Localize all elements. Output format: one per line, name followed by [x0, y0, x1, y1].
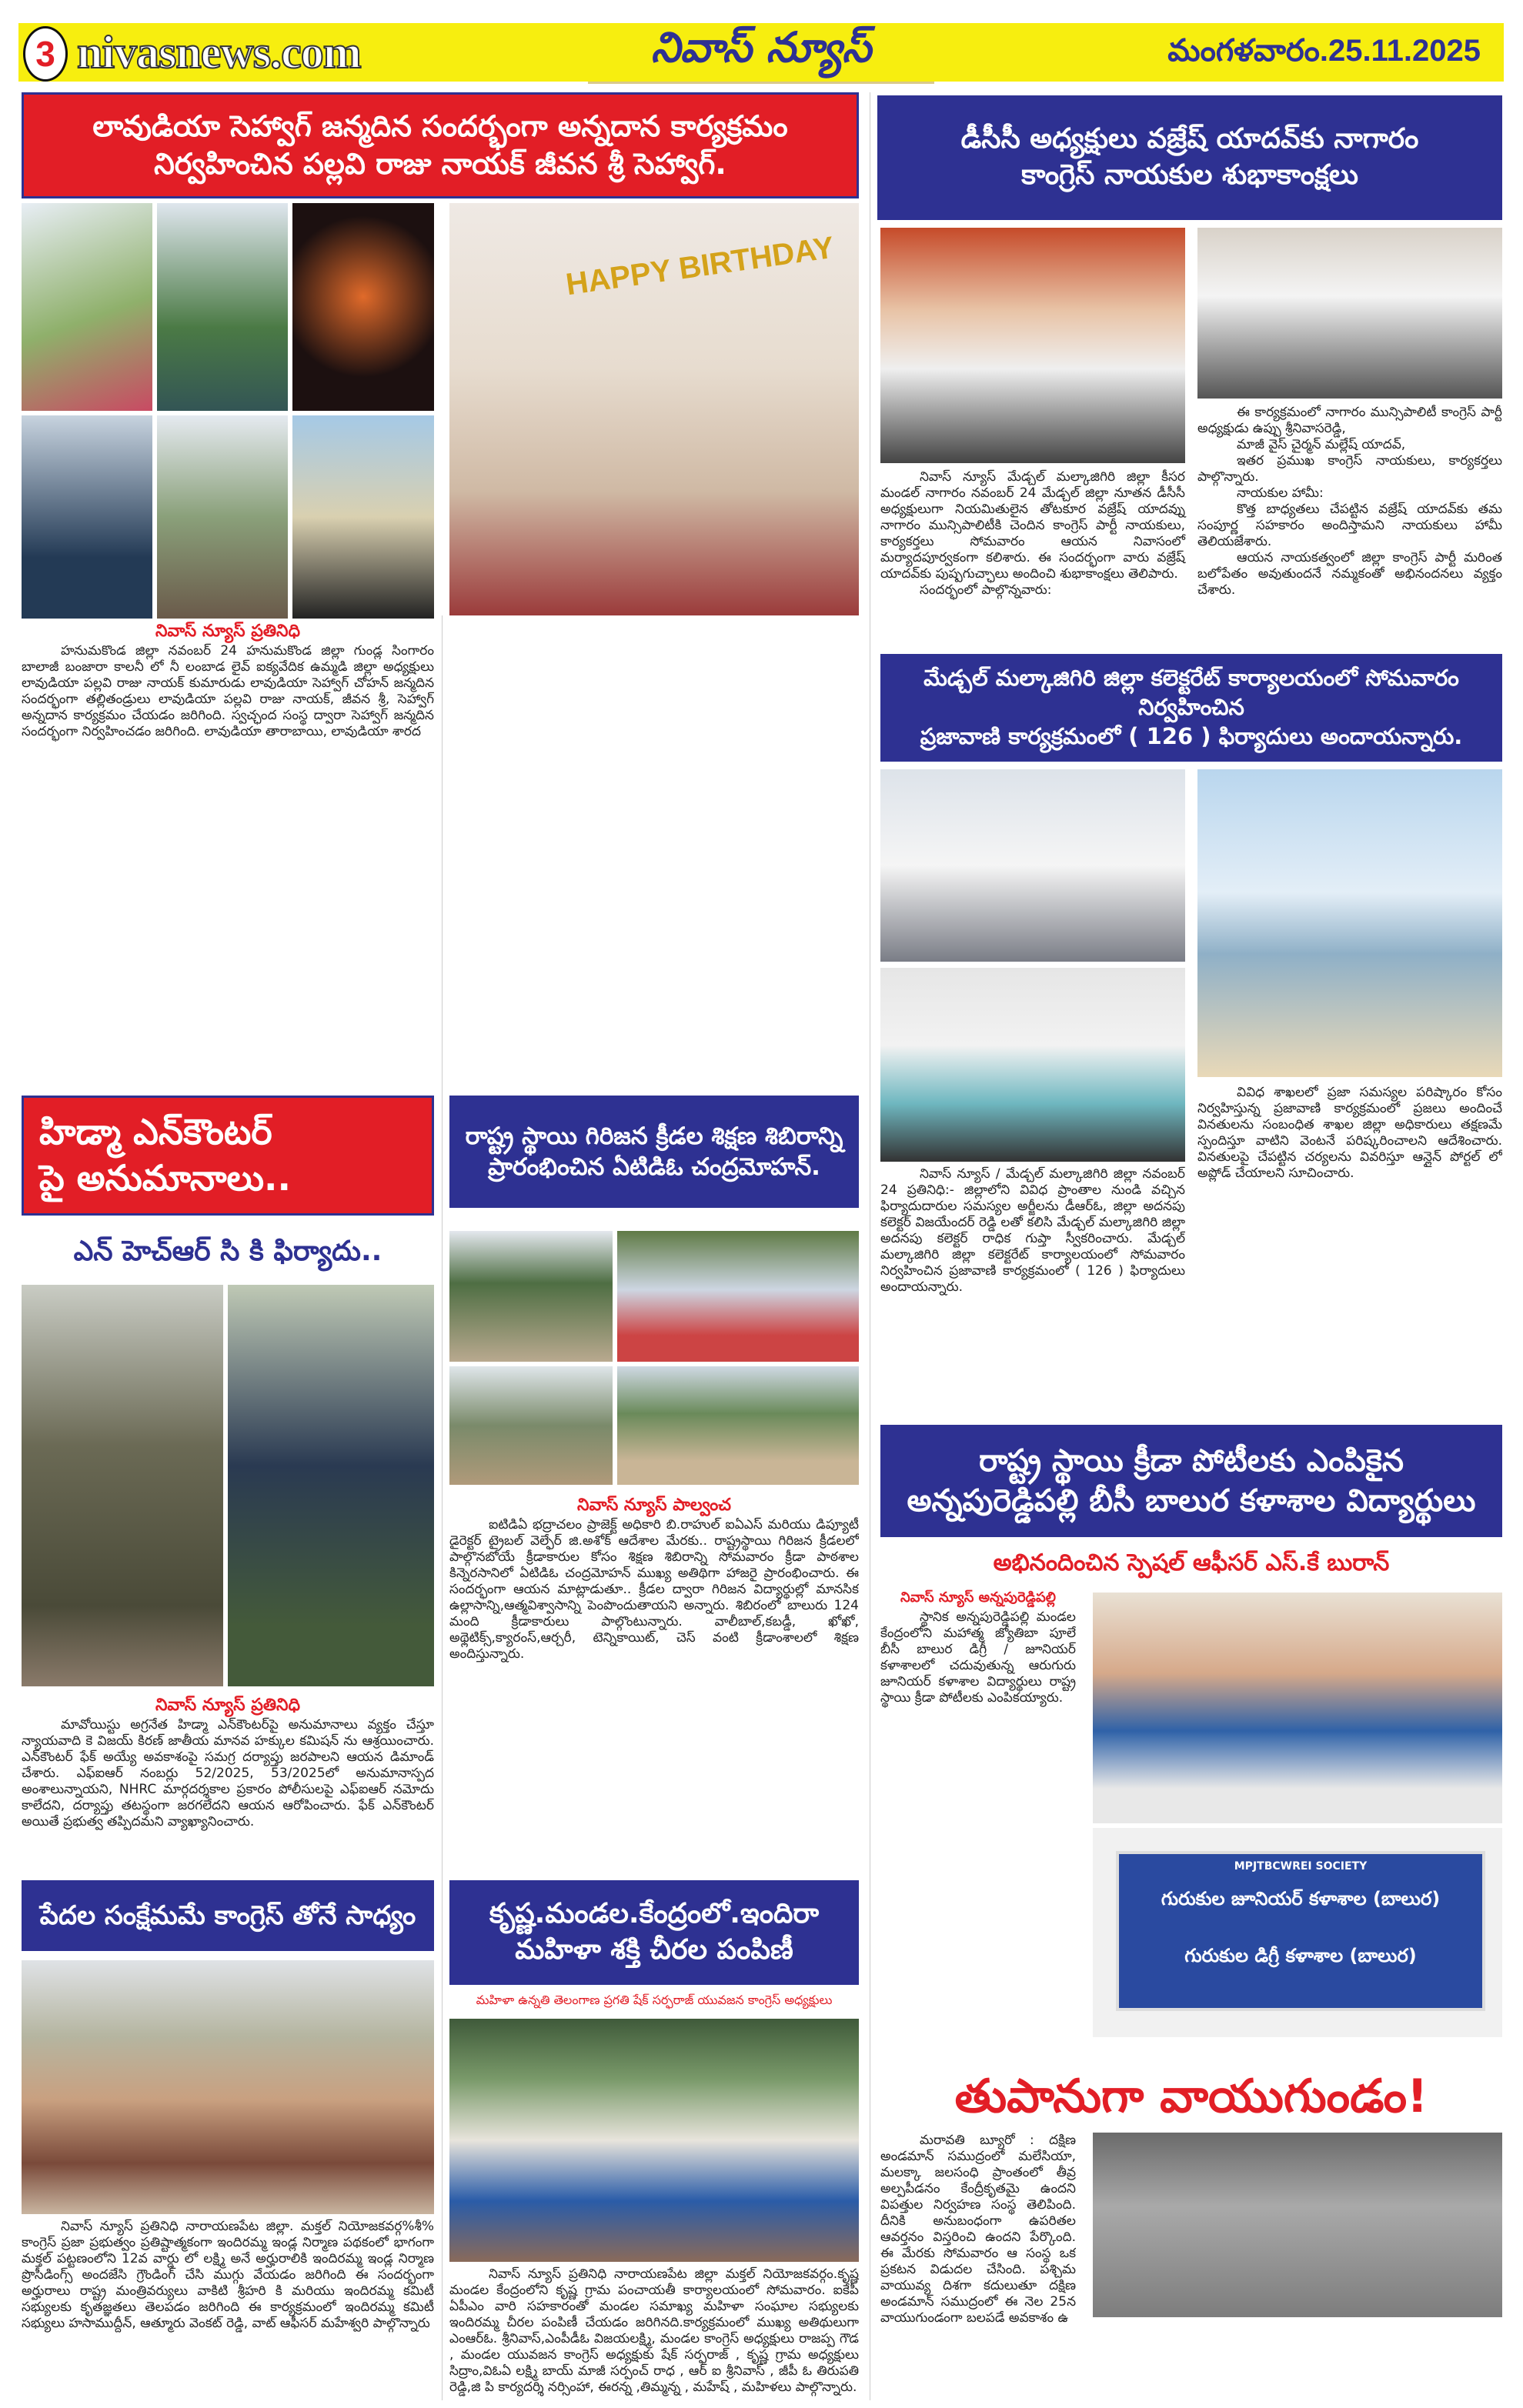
- column-divider: [442, 615, 443, 2400]
- photo-man: [157, 203, 288, 411]
- headline-line: మహిళా శక్తి చీరల పంపిణీ: [515, 1934, 793, 1966]
- headline-birthday: [22, 92, 859, 198]
- byline: నివాస్ న్యూస్ అన్నపురెడ్డిపల్లి: [900, 1589, 1056, 1606]
- photo-hidma-2: [228, 1285, 434, 1686]
- headline-line: పై అనుమానాలు..: [39, 1157, 292, 1199]
- article-body: [22, 643, 434, 1059]
- photo-dcc-2: [1197, 228, 1502, 399]
- article-body: [449, 2266, 859, 2405]
- photo-beach: [292, 415, 434, 619]
- headline-line: రాష్ట్ర స్థాయి గిరిజన క్రీడల శిక్షణ శిబిరాన్ని: [465, 1122, 843, 1150]
- photo-temple: [22, 203, 152, 411]
- signboard-line: గురుకుల జూనియర్ కళాశాల (బాలుర): [1161, 1888, 1441, 1909]
- headline-prajavani: [880, 654, 1502, 762]
- headline-line: కృష్ణ.మండల.కేంద్రంలో.ఇందిరా: [489, 1898, 820, 1930]
- photo-signboard: [1093, 1828, 1502, 2037]
- photo-family-birthday: [449, 203, 859, 615]
- paragraph: నివాస్ న్యూస్ ప్రతినిధి నారాయణపేట జిల్లా. మక్తల్ నియోజకవర్గ%శీ% కాంగ్రెస్ ప్రజా ప్రభుత్వం ప్రతిష్టాత్మకంగా ఇందిరమ్మ ఇండ్ల నిర్మాణ పథకంలో భాగంగా మక్తల్ పట్టణంలోని 12వ వార్డు లో లక్ష్మి అనే అర్హురాలికి ఇందిరమ్మ ఇండ్ల నిర్మాణ ప్రొసీడింగ్స్ అందజేసి గ్రౌండింగ్ చేసి ముగ్గు వేయడం జరిగింది ఈ సందర్భంగా అర్హురాలు రాష్ట్ర మంత్రివర్యులు వాకిటి శ్రీహరి కి మరియు ఇందిరమ్మ కమిటీ సభ్యులకు కృతజ్ఞతలు తెలపడం జరిగింది ఈ కార్యక్రమంలో ఇందిరమ్మ కమిటీ సభ్యులు హసాముద్దీన్, ఆత్మూరు వెంకట్ రెడ్డి, వాట్ ఆఫీసర్ మహేశ్వరి పాల్గొన్నారు: [22, 2219, 434, 2331]
- article-body: [449, 1517, 859, 1871]
- paragraph: ఇతర ప్రముఖ కాంగ్రెస్ నాయకులు, కార్యకర్తలు పాల్గొన్నారు.: [1197, 453, 1502, 485]
- paragraph: మాజీ వైస్ చైర్మన్ మల్లేష్ యాదవ్,: [1237, 437, 1406, 452]
- photo-rain: [1093, 2133, 1502, 2317]
- headline-line: కాంగ్రెస్ నాయకుల శుభాకాంక్షలు: [1021, 159, 1358, 191]
- paragraph: మరావతి బ్యూరో : దక్షిణ అండమాన్ సముద్రంలో మలేసియా, మలక్కా జలసంధి ప్రాంతంలో తీవ్ర అల్పపీడనం కేంద్రీకృతమై ఉందని విపత్తుల నిర్వహణ సంస్థ తెలిపింది. దీనికి అనుబంధంగా ఉపరితల ఆవర్తనం విస్తరించి ఉందని పేర్కొంది. ఈ మేరకు సోమవారం ఆ సంస్థ ఒక ప్రకటన విడుదల చేసింది. పశ్చిమ వాయువ్య దిశగా కదులుతూ దక్షిణ అండమాన్ సముద్రంలో ఈ నెల 25న వాయుగుండంగా బలపడే అవకాశం ఉ: [880, 2133, 1076, 2326]
- photo-portrait: [22, 415, 152, 619]
- headline-line: డీసీసీ అధ్యక్షులు వజ్రేష్ యాదవ్‌కు నాగారం: [960, 123, 1419, 155]
- headline-line: ప్రారంభించిన ఏటిడిఓ చంద్రమోహన్.: [488, 1153, 820, 1181]
- headline-line: లావుడియా సెహ్వాగ్ జన్మదిన సందర్భంగా అన్నదాన కార్యక్రమం: [92, 108, 788, 143]
- signboard-line: గురుకుల డిగ్రీ కళాశాల (బాలుర): [1184, 1945, 1417, 1966]
- article-body: [880, 1609, 1076, 2040]
- photo-hidma-1: [22, 1285, 223, 1686]
- photo-tree: [157, 415, 288, 619]
- headline-line: రాష్ట్ర స్థాయి క్రీడా పోటీలకు ఎంపికైన: [979, 1443, 1404, 1479]
- photo-sports-4: [617, 1366, 859, 1485]
- headline-line: మేడ్చల్ మల్కాజిగిరి జిల్లా కలెక్టరేట్ కార్యాలయంలో సోమవారం నిర్వహించిన: [923, 665, 1459, 721]
- paragraph: నివాస్ న్యూస్ మేడ్చల్ మల్కాజిగిరి జిల్లా కీసర మండల్ నాగారం నవంబర్ 24 మేడ్చల్ జిల్లా నూతన డీసీసీ అధ్యక్షులుగా నియమితులైన తోటకూర వజ్రేష్ యాదవ్ను నాగారం మున్సిపాలిటీకి చెందిన కాంగ్రెస్ పార్టీ నాయకులు, కార్యకర్తలు సోమవారం ఆయన నివాసంలో మర్యాదపూర్వకంగా కలిశారు. ఈ సందర్భంగా వారు వజ్రేష్ యాదవ్‌కు పుష్పగుచ్ఛాలు అందించి శుభాకాంక్షలు తెలిపారు.: [880, 469, 1185, 582]
- headline-cyclone: తుపానుగా వాయుగుండం!: [954, 2069, 1428, 2123]
- photo-sports-1: [449, 1231, 613, 1362]
- headline-bc-college: [880, 1425, 1502, 1537]
- article-body-right: [1197, 405, 1502, 599]
- newspaper-logo: నివాస్ న్యూస్: [588, 23, 934, 84]
- byline: నివాస్ న్యూస్ ప్రతినిధి: [155, 622, 301, 641]
- photo-dcc-1: [880, 228, 1185, 463]
- paragraph: కొత్త బాధ్యతలు చేపట్టిన వజ్రేష్ యాదవ్‌కు తమ సంపూర్ణ సహకారం అందిస్తామని నాయకులు హామీ తెలియజేశారు.: [1197, 502, 1502, 549]
- paragraph: మావోయిస్టు అగ్రనేత హిడ్మా ఎన్‌కౌంటర్‌పై అనుమానాలు వ్యక్తం చేస్తూ న్యాయవాది కె విజయ్ కిరణ్ జాతీయ మానవ హక్కుల కమిషన్ ను ఆశ్రయించారు. ఎన్‌కౌంటర్ ఫేక్ అయ్యే అవకాశంపై సమగ్ర దర్యాప్తు జరపాలని ఆయన డిమాండ్ చేశారు. ఎఫ్ఐఆర్ నంబర్లు 52/2025, 53/2025లో అనుమానాస్పద అంశాలున్నాయని, NHRC మార్గదర్శకాల ప్రకారం పోలీసులపై ఎఫ్ఐఆర్ నమోదు కాలేదని, దర్యాప్తు తటస్థంగా జరగలేదని ఆయన ఆరోపించారు. ఫేక్ ఎన్‌కౌంటర్ అయితే ప్రభుత్వ తప్పిదమని వ్యాఖ్యానించారు.: [22, 1717, 434, 1829]
- headline-dcc: [877, 95, 1502, 220]
- headline-line: ప్రజావాణి కార్యక్రమంలో ( 126 ) ఫిర్యాదులు అందాయన్నారు.: [920, 722, 1463, 749]
- paragraph: వివిధ శాఖలలో ప్రజా సమస్యల పరిష్కారం కోసం నిర్వహిస్తున్న ప్రజావాణి కార్యక్రమంలో ప్రజలు అందించే వినతులను సంబంధిత శాఖల జిల్లా అధికారులు తక్షణమే స్పందిస్తూ వాటిని వెంటనే పరిష్కరించాలని ఆదేశించారు. వినతులపై చేపట్టిన చర్యలను వివరిస్తూ ఆన్లైన్ పోర్టల్ లో అప్లోడ్ చేయాలని సూచించారు.: [1197, 1085, 1502, 1181]
- headline-line: నిర్వహించిన పల్లవి రాజు నాయక్ జీవన శ్రీ సెహ్వాగ్.: [154, 147, 726, 181]
- headline-line: పేదల సంక్షేమమే కాంగ్రెస్ తోనే సాధ్యం: [39, 1899, 416, 1931]
- article-body: [880, 2133, 1076, 2399]
- paragraph: ఆయన నాయకత్వంలో జిల్లా కాంగ్రెస్ పార్టీ మరింత బలోపేతం అవుతుందనే నమ్మకంతో అభినందనలు వ్యక్తం చేశారు.: [1197, 550, 1502, 598]
- photo-prajavani-1: [880, 769, 1185, 962]
- article-body-left: [880, 469, 1185, 599]
- paragraph: నాయకుల హామీ:: [1237, 485, 1324, 501]
- headline-hidma: [22, 1096, 434, 1216]
- article-body-left: [880, 1166, 1185, 1420]
- article-body: [22, 2219, 434, 2332]
- masthead: [18, 23, 1504, 82]
- birthday-banner: HAPPY BIRTHDAY: [563, 230, 837, 302]
- photo-sports-2: [617, 1231, 859, 1362]
- photo-caption: మహిళా ఉన్నతి తెలంగాణ ప్రగతి షేక్ సర్ఫరాజ్ యువజన కాంగ్రెస్ అధ్యక్షులు: [476, 1993, 833, 2007]
- paragraph: ఐటిడిఏ భద్రాచలం ప్రాజెక్ట్ అధికారి బి.రాహుల్ ఐఏఎస్ మరియు డిప్యూటీ డైరెక్టర్ ట్రైబల్ వెల్ఫేర్ జి.అశోక్ ఆదేశాల మేరకు.. రాష్ట్రస్థాయి గిరిజన క్రీడలలో పాల్గొనబోయే క్రీడాకారుల కోసం శిక్షణ శిబిరాన్ని సోమవారం క్రీడా పాఠశాల కిన్నెరసానిలో ఏటిడిఓ చంద్రమోహన్ ముఖ్య అతిథిగా హాజరై ప్రారంభించారు. ఈ సందర్భంగా ఆయన మాట్లాడుతూ.. క్రీడల ద్వారా గిరిజన విద్యార్థుల్లో మానసిక ఉల్లాసాన్ని,ఆత్మవిశ్వాసాన్ని పెంపొందుతాయని అన్నారు. శిబిరంలో బాలురు 124 మంది క్రీడాకారులు పాల్గొంటున్నారు. వాలీబాల్,కబడ్డీ, ఖోఖో, అథ్లెటిక్స్,క్యారంస్,ఆర్చరీ, టెన్నికాయిట్, చెస్ వంటి క్రీడాంశాలలో శిక్షణ అందిస్తున్నారు.: [449, 1517, 859, 1662]
- site-name[interactable]: nivasnews.com: [77, 27, 361, 78]
- paragraph: స్థానిక అన్నపురెడ్డిపల్లి మండల కేంద్రంలోని మహాత్మ జ్యోతిబా పూలే బీసీ బాలుర డిగ్రీ / జూనియర్ కళాశాలలో చదువుతున్న ఆరుగురు జూనియర్ కళాశాల విద్యార్థులు రాష్ట్ర స్థాయి క్రీడా పోటీలకు ఎంపికయ్యారు.: [880, 1609, 1076, 1706]
- photo-collector: [1197, 769, 1502, 1077]
- headline-line: హిడ్మా ఎన్‌కౌంటర్: [39, 1111, 272, 1153]
- paragraph: హనుమకొండ జిల్లా నవంబర్ 24 హనుమకొండ జిల్లా గుండ్ల సింగారం బాలాజీ బంజారా కాలనీ లో నీ లంబాడ లైవ్ ఐక్యవేదిక ఉమ్మడి జిల్లా అధ్యక్షులు లావుడియా పల్లవి రాజు నాయక్ కుమారుడు లావుడియా సెహ్వాగ్ చోహన్ జన్మదిన సందర్భంగా తల్లితండ్రులు లావుడియా పల్లవి రాజు నాయక్, జీవన శ్రీ, సెహ్వాగ్ అన్నదాన కార్యక్రమం చేయడం జరిగింది. స్వచ్ఛంద సంస్థ ద్వారా సెహ్వాగ్ జన్మదిన సందర్భంగా నిర్వహించడం జరిగింది. లావుడియా తారాబాయి, లావుడియా శారద: [22, 643, 434, 739]
- paragraph: ఈ కార్యక్రమంలో నాగారం మున్సిపాలిటీ కాంగ్రెస్ పార్టీ అధ్యక్షుడు ఉప్పు శ్రీనివాసరెడ్డి,: [1197, 405, 1502, 436]
- headline-tribal-sports: [449, 1096, 859, 1208]
- photo-house-grounding: [22, 1960, 434, 2214]
- photo-prajavani-2: [880, 968, 1185, 1162]
- subheadline: అభినందించిన స్పెషల్ ఆఫీసర్ ఎస్.కే బురాన్: [993, 1549, 1390, 1576]
- byline: నివాస్ న్యూస్ పాల్వంచ: [577, 1496, 731, 1515]
- article-body-right: [1197, 1085, 1502, 1420]
- subheadline: ఎన్ హెచ్ఆర్ సి కి ఫిర్యాదు..: [73, 1236, 382, 1267]
- photo-saree-distribution: [449, 2019, 859, 2262]
- photo-sports-3: [449, 1366, 613, 1485]
- byline: నివాస్ న్యూస్ ప్రతినిధి: [155, 1696, 301, 1715]
- paragraph: నివాస్ న్యూస్ / మేడ్చల్ మల్కాజిగిరి జిల్లా నవంబర్ 24 ప్రతినిధి:- జిల్లాలోని వివిధ ప్రాంతాల నుండి వచ్చిన ఫిర్యాదుదారుల సమస్యల అర్జీలను డీఆర్‌ఓ, జిల్లా అదనపు కలెక్టర్ విజయేందర్ రెడ్డి లతో కలిసి మేడ్చల్ మల్కాజిగిరి జిల్లా అదనపు కలెక్టర్ రాధిక గుప్తా స్వీకరించారు. మేడ్చల్ మల్కాజిగిరి జిల్లా కలెక్టరేట్ కార్యాలయంలో సోమవారం నిర్వహించిన ప్రజావాణి కార్యక్రమంలో ( 126 ) ఫిర్యాదులు అందాయన్నారు.: [880, 1166, 1185, 1295]
- headline-line: అన్నపురెడ్డిపల్లి బీసీ బాలుర కళాశాల విద్యార్థులు: [907, 1483, 1476, 1519]
- headline-congress-welfare: [22, 1880, 434, 1951]
- page-number: 3: [23, 26, 68, 82]
- edition-date: మంగళవారం.25.11.2025: [1167, 34, 1481, 68]
- headline-sarees: [449, 1880, 859, 1985]
- signboard-line: MPJTBCWREI SOCIETY: [1234, 1860, 1368, 1873]
- article-body: [22, 1717, 434, 1830]
- paragraph: నివాస్ న్యూస్ ప్రతినిధి నారాయణపేట జిల్లా మక్తల్ నియోజకవర్గం.కృష్ణ మండల కేంద్రంలోని కృష్ణ గ్రామ పంచాయతీ కార్యాలయంలో సోమవారం. ఐకేపీ ఏపీఎం వారి సహకారంతో మండల సమాఖ్య మహిళా సంఘాల సభ్యులకు ఇందిరమ్మ చీరల పంపిణీ చేయడం జరిగినది.కార్యక్రమంలో ముఖ్య అతిథులుగా ఎంఆర్ఓ. శ్రీనివాస్,ఎంపీడీఓ విజయలక్ష్మి, మండల కాంగ్రెస్ అధ్యక్షులు రాజప్ప గౌడ , మండల యువజన కాంగ్రెస్ అధ్యక్షుకు షేక్ సర్ఫరాజ్ , కృష్ణ గ్రామ అధ్యక్షులు సిద్రాం,విఓఏ లక్ష్మి బాయ్ మాజీ సర్పంచ్ రాధ , ఆర్ ఐ శ్రీనివాస్ , జీపీ ఓ తిరుపతి రెడ్డి,జి పి కార్యదర్శి నర్సింహా, ఈరన్న ,తిమ్మన్న , మహేష్ , మహిళలు పాల్గొన్నారు.: [449, 2266, 859, 2395]
- photo-students: [1093, 1593, 1502, 1823]
- photo-night: [292, 203, 434, 411]
- paragraph: సందర్భంలో పాల్గొన్నవారు:: [920, 582, 1052, 598]
